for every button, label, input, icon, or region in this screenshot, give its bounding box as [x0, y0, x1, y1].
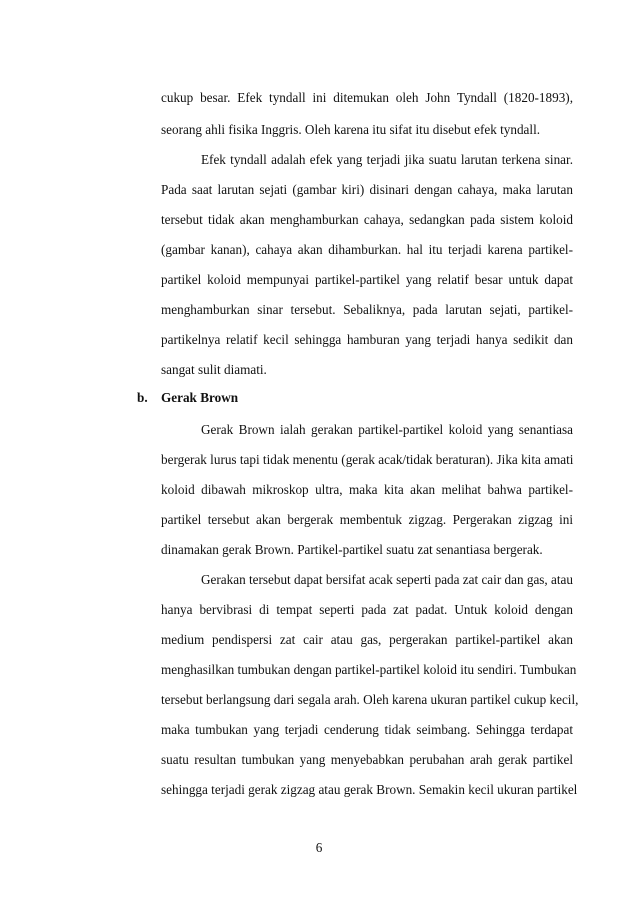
paragraph-3-line-4: partikel tersebut akan bergerak membentuk zigzag. Pergerakan zigzag ini — [161, 512, 573, 527]
paragraph-2-line-3: tersebut tidak akan menghamburkan cahaya, sedangkan pada sistem koloid — [161, 212, 573, 227]
paragraph-4-line-8: sehingga terjadi gerak zigzag atau gerak Brown. Semakin kecil ukuran partikel — [161, 782, 578, 797]
paragraph-3-line-2: bergerak lurus tapi tidak menentu (gerak acak/tidak beraturan). Jika kita amati — [161, 452, 574, 467]
paragraph-2-line-8: sangat sulit diamati. — [161, 362, 267, 377]
paragraph-2-line-2: Pada saat larutan sejati (gambar kiri) disinari dengan cahaya, maka larutan — [161, 182, 573, 197]
paragraph-3-line-1: Gerak Brown ialah gerakan partikel-partikel koloid yang senantiasa — [201, 422, 573, 437]
paragraph-4-line-2: hanya bervibrasi di tempat seperti pada zat padat. Untuk koloid dengan — [161, 602, 573, 617]
paragraph-2-line-7: partikelnya relatif kecil sehingga hamburan yang terjadi hanya sedikit dan — [161, 332, 573, 347]
paragraph-2-line-6: menghamburkan sinar tersebut. Sebaliknya, pada larutan sejati, partikel- — [161, 302, 573, 317]
paragraph-3-line-5: dinamakan gerak Brown. Partikel-partikel suatu zat senantiasa bergerak. — [161, 542, 543, 557]
paragraph-2-line-5: partikel koloid mempunyai partikel-partikel yang relatif besar untuk dapat — [161, 272, 573, 287]
paragraph-2-line-1: Efek tyndall adalah efek yang terjadi jika suatu larutan terkena sinar. — [201, 152, 573, 167]
section-title: Gerak Brown — [161, 390, 239, 405]
paragraph-2-line-4: (gambar kanan), cahaya akan dihamburkan. hal itu terjadi karena partikel- — [161, 242, 573, 257]
paragraph-4-line-1: Gerakan tersebut dapat bersifat acak seperti pada zat cair dan gas, atau — [201, 572, 573, 587]
paragraph-4-line-7: suatu resultan tumbukan yang menyebabkan perubahan arah gerak partikel — [161, 752, 573, 767]
paragraph-4-line-4: menghasilkan tumbukan dengan partikel-partikel koloid itu sendiri. Tumbukan — [161, 662, 577, 677]
paragraph-4-line-3: medium pendispersi zat cair atau gas, pergerakan partikel-partikel akan — [161, 632, 573, 647]
paragraph-3-line-3: koloid dibawah mikroskop ultra, maka kita akan melihat bahwa partikel- — [161, 482, 573, 497]
paragraph-1-line-1: cukup besar. Efek tyndall ini ditemukan oleh John Tyndall (1820-1893), — [161, 90, 573, 105]
paragraph-4-line-5: tersebut berlangsung dari segala arah. Oleh karena ukuran partikel cukup kecil, — [161, 692, 579, 707]
paragraph-1-line-2: seorang ahli fisika Inggris. Oleh karena itu sifat itu disebut efek tyndall. — [161, 122, 541, 137]
paragraph-4-line-6: maka tumbukan yang terjadi cenderung tidak seimbang. Sehingga terdapat — [161, 722, 573, 737]
section-marker: b. — [137, 390, 148, 405]
section-heading-gerak-brown — [137, 390, 238, 406]
page-number: 6 — [315, 840, 323, 855]
